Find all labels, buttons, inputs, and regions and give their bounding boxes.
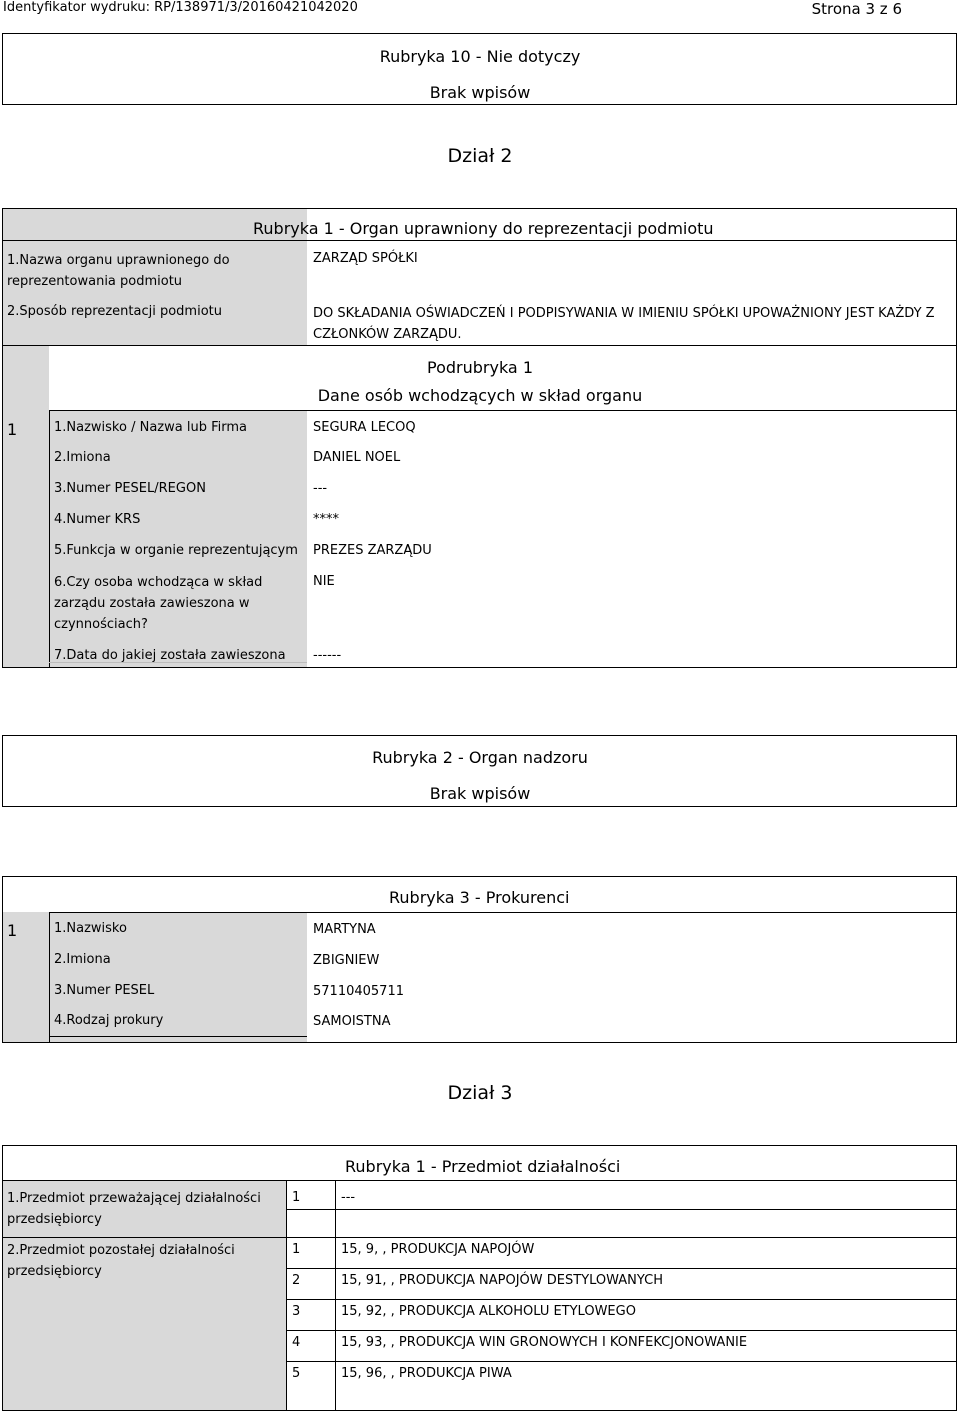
activity-item-number: 2 bbox=[292, 1273, 301, 1288]
activity-item-number: 4 bbox=[292, 1335, 301, 1350]
podrubryka-subtitle: Dane osób wchodzących w skład organu bbox=[317, 386, 643, 405]
dzial-3-title: Dział 3 bbox=[447, 1082, 513, 1104]
main-activity-label: 1.Przedmiot przeważającej działalności przedsiębiorcy bbox=[7, 1191, 261, 1227]
divider bbox=[286, 1299, 956, 1300]
prokurent-type-label: 4.Rodzaj prokury bbox=[54, 1013, 164, 1028]
divider bbox=[286, 1361, 956, 1362]
field-2-label: 2.Sposób reprezentacji podmiotu bbox=[7, 304, 222, 319]
d3-rubryka-1-title: Rubryka 1 - Przedmiot działalności bbox=[345, 1157, 621, 1176]
rubryka-2-empty: Brak wpisów bbox=[429, 784, 531, 803]
divider bbox=[286, 1209, 956, 1210]
person-surname-value: SEGURA LECOQ bbox=[313, 420, 416, 435]
person-suspension-date-value: ------ bbox=[313, 648, 342, 663]
divider bbox=[49, 1036, 307, 1037]
field-2-value: DO SKŁADANIA OŚWIADCZEŃ I PODPISYWANIA W IMIENIU SPÓŁKI UPOWAŻNIONY JEST KAŻDY Z CZŁONKÓW ZARZĄDU. bbox=[313, 306, 935, 342]
rubryka-10-title: Rubryka 10 - Nie dotyczy bbox=[379, 47, 581, 66]
divider bbox=[49, 410, 956, 411]
activity-item-number: 3 bbox=[292, 1304, 301, 1319]
rubryka-3-title: Rubryka 3 - Prokurenci bbox=[389, 888, 570, 907]
rubryka-1-title: Rubryka 1 - Organ uprawniony do reprezentacji podmiotu bbox=[253, 219, 714, 238]
prokurent-names-label: 2.Imiona bbox=[54, 952, 111, 967]
main-activity-value: --- bbox=[341, 1190, 356, 1205]
field-1-label: 1.Nazwa organu uprawnionego do reprezentowania podmiotu bbox=[7, 253, 230, 289]
person-krs-value: **** bbox=[313, 512, 339, 527]
activity-item-number: 1 bbox=[292, 1242, 301, 1257]
activity-item-value: 15, 91, , PRODUKCJA NAPOJÓW DESTYLOWANYCH bbox=[341, 1273, 663, 1288]
rubryka-10-empty: Brak wpisów bbox=[429, 83, 531, 102]
person-suspended-label: 6.Czy osoba wchodząca w skład zarządu została zawieszona w czynnościach? bbox=[54, 575, 263, 632]
person-pesel-value: --- bbox=[313, 481, 328, 496]
person-names-value: DANIEL NOEL bbox=[313, 450, 401, 465]
person-suspension-date-label: 7.Data do jakiej została zawieszona bbox=[54, 648, 286, 663]
other-activity-label: 2.Przedmiot pozostałej działalności przedsiębiorcy bbox=[7, 1243, 235, 1279]
divider bbox=[286, 1330, 956, 1331]
prokurent-names-value: ZBIGNIEW bbox=[313, 953, 380, 968]
person-function-value: PREZES ZARZĄDU bbox=[313, 543, 432, 558]
person-pesel-label: 3.Numer PESEL/REGON bbox=[54, 481, 206, 496]
prokurent-type-value: SAMOISTNA bbox=[313, 1014, 391, 1029]
divider bbox=[286, 1180, 287, 1410]
dzial-2-title: Dział 2 bbox=[447, 145, 513, 167]
print-identifier: Identyfikator wydruku: RP/138971/3/20160421042020 bbox=[3, 0, 358, 15]
divider bbox=[3, 1180, 956, 1181]
divider bbox=[335, 1180, 336, 1410]
podrubryka-title: Podrubryka 1 bbox=[427, 358, 533, 377]
prokurent-pesel-label: 3.Numer PESEL bbox=[54, 983, 155, 998]
rubryka-2-title: Rubryka 2 - Organ nadzoru bbox=[372, 748, 588, 767]
person-names-label: 2.Imiona bbox=[54, 450, 111, 465]
activity-item-value: 15, 9, , PRODUKCJA NAPOJÓW bbox=[341, 1242, 535, 1257]
divider bbox=[3, 1237, 956, 1238]
main-activity-number: 1 bbox=[292, 1190, 301, 1205]
person-suspended-value: NIE bbox=[313, 574, 335, 589]
prokurent-surname-label: 1.Nazwisko bbox=[54, 921, 127, 936]
person-krs-label: 4.Numer KRS bbox=[54, 512, 141, 527]
divider bbox=[49, 912, 956, 913]
divider bbox=[3, 240, 956, 241]
divider bbox=[286, 1268, 956, 1269]
person-surname-label: 1.Nazwisko / Nazwa lub Firma bbox=[54, 420, 247, 435]
activity-item-value: 15, 92, , PRODUKCJA ALKOHOLU ETYLOWEGO bbox=[341, 1304, 636, 1319]
prokurent-surname-value: MARTYNA bbox=[313, 922, 376, 937]
divider bbox=[49, 912, 50, 1043]
person-number: 1 bbox=[7, 420, 18, 439]
prokurent-number: 1 bbox=[7, 921, 18, 940]
page-number: Strona 3 z 6 bbox=[811, 0, 902, 18]
activity-item-number: 5 bbox=[292, 1366, 301, 1381]
activity-item-value: 15, 93, , PRODUKCJA WIN GRONOWYCH I KONFEKCJONOWANIE bbox=[341, 1335, 748, 1350]
divider bbox=[3, 345, 956, 346]
activity-item-value: 15, 96, , PRODUKCJA PIWA bbox=[341, 1366, 512, 1381]
field-1-value: ZARZĄD SPÓŁKI bbox=[313, 251, 418, 266]
divider bbox=[49, 410, 50, 668]
person-function-label: 5.Funkcja w organie reprezentującym bbox=[54, 543, 298, 558]
prokurent-pesel-value: 57110405711 bbox=[313, 984, 404, 999]
